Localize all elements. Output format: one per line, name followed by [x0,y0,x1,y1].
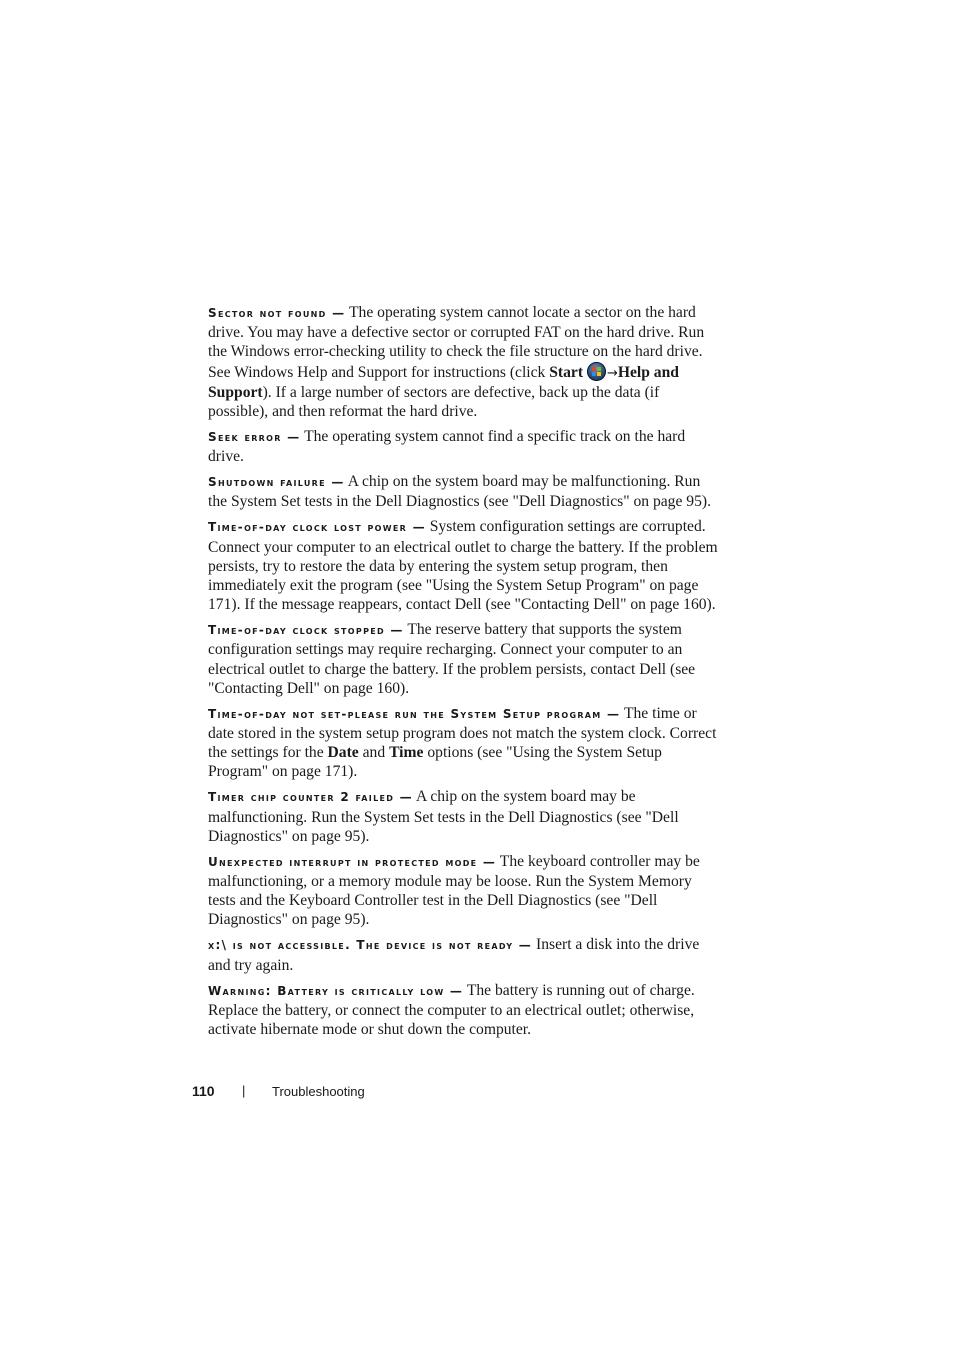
section-title: Troubleshooting [272,1084,365,1099]
help-and-support-label: Help and Support [208,363,679,401]
error-term: Unexpected interrupt in protected mode — [208,854,497,869]
windows-start-orb-icon [587,362,606,381]
entry-text: A chip on the system board may be malfunctioning. Run the System Set tests in the Dell Diagnostics (see "Dell Diagnostics" on page 95). [208,473,711,511]
date-label: Date [327,744,359,762]
entry-text-continued: options (see "Using the System Setup Program" on page 171). [208,744,662,781]
entry-drive-not-accessible [208,935,720,974]
error-term: Timer chip counter 2 failed — [208,790,413,805]
entry-text: The time or date stored in the system setup program does not match the system clock. Correct the settings for the [208,704,717,762]
entry-text: The reserve battery that supports the system configuration settings may require recharging. Connect your computer to an electrical outlet to charge the battery. If the problem persists, contact Dell (see "Contacting Dell" on page 160). [208,621,696,697]
entry-sector-not-found [208,303,720,421]
error-term: Warning: Battery is critically low — [208,983,464,998]
entry-text: A chip on the system board may be malfunctioning. Run the System Set tests in the Dell Diagnostics (see "Dell Diagnostics" on page 95). [208,788,679,845]
page-footer [192,1083,592,1103]
entry-text: The keyboard controller may be malfunctioning, or a memory module may be loose. Run the System Memory tests and the Keyboard Controller test in the Dell Diagnostics (see "Dell Diagnostics" on page 95). [208,852,700,929]
page-number: 110 [192,1083,215,1099]
entry-battery-critically-low [208,981,720,1040]
time-label: Time [389,744,424,762]
entry-time-of-day-clock-lost-power [208,517,720,614]
entry-unexpected-interrupt [208,852,720,930]
entry-text: Insert a disk into the drive and try again. [208,936,700,974]
error-term: Sector not found — [208,306,346,320]
error-term: Shutdown failure — [208,475,345,490]
entry-shutdown-failure [208,472,720,511]
entry-text-continued: ). If a large number of sectors are defective, back up the data (if possible), and then reformat the hard drive. [208,383,660,421]
entry-time-of-day-not-set [208,704,720,782]
entry-text-and: and [362,744,386,762]
entry-seek-error [208,427,720,466]
start-label: Start [549,363,584,381]
footer-separator: | [242,1083,246,1098]
error-term: Time-of-day clock stopped — [208,623,404,638]
document-body [208,303,720,1045]
error-term: Time-of-day clock lost power — [208,520,426,535]
entry-text: The operating system cannot find a specific track on the hard drive. [208,428,686,466]
error-term: x:\ is not accessible. The device is not ready — [208,938,533,953]
error-term: Time-of-day not set-please run the System Setup program — [208,706,621,721]
arrow-icon: → [606,365,618,381]
entry-time-of-day-clock-stopped [208,620,720,698]
entry-text: The battery is running out of charge. Replace the battery, or connect the computer to an electrical outlet; otherwise, activate hibernate mode or shut down the computer. [208,981,695,1039]
entry-text: System configuration settings are corrupted. Connect your computer to an electrical outlet to charge the battery. If the problem persists, try to restore the data by entering the system setup program, then immediately exit the program (see "Using the System Setup Program" on page 171). If the message reappears, contact Dell (see "Contacting Dell" on page 160). [208,518,718,614]
entry-text: The operating system cannot locate a sector on the hard drive. You may have a defective sector or corrupted FAT on the hard drive. Run the Windows error-checking utility to check the file structure on the hard drive. See Windows Help and Support for instructions (click [208,304,705,381]
entry-timer-chip-counter-2-failed [208,787,720,846]
error-term: Seek error — [208,430,301,445]
